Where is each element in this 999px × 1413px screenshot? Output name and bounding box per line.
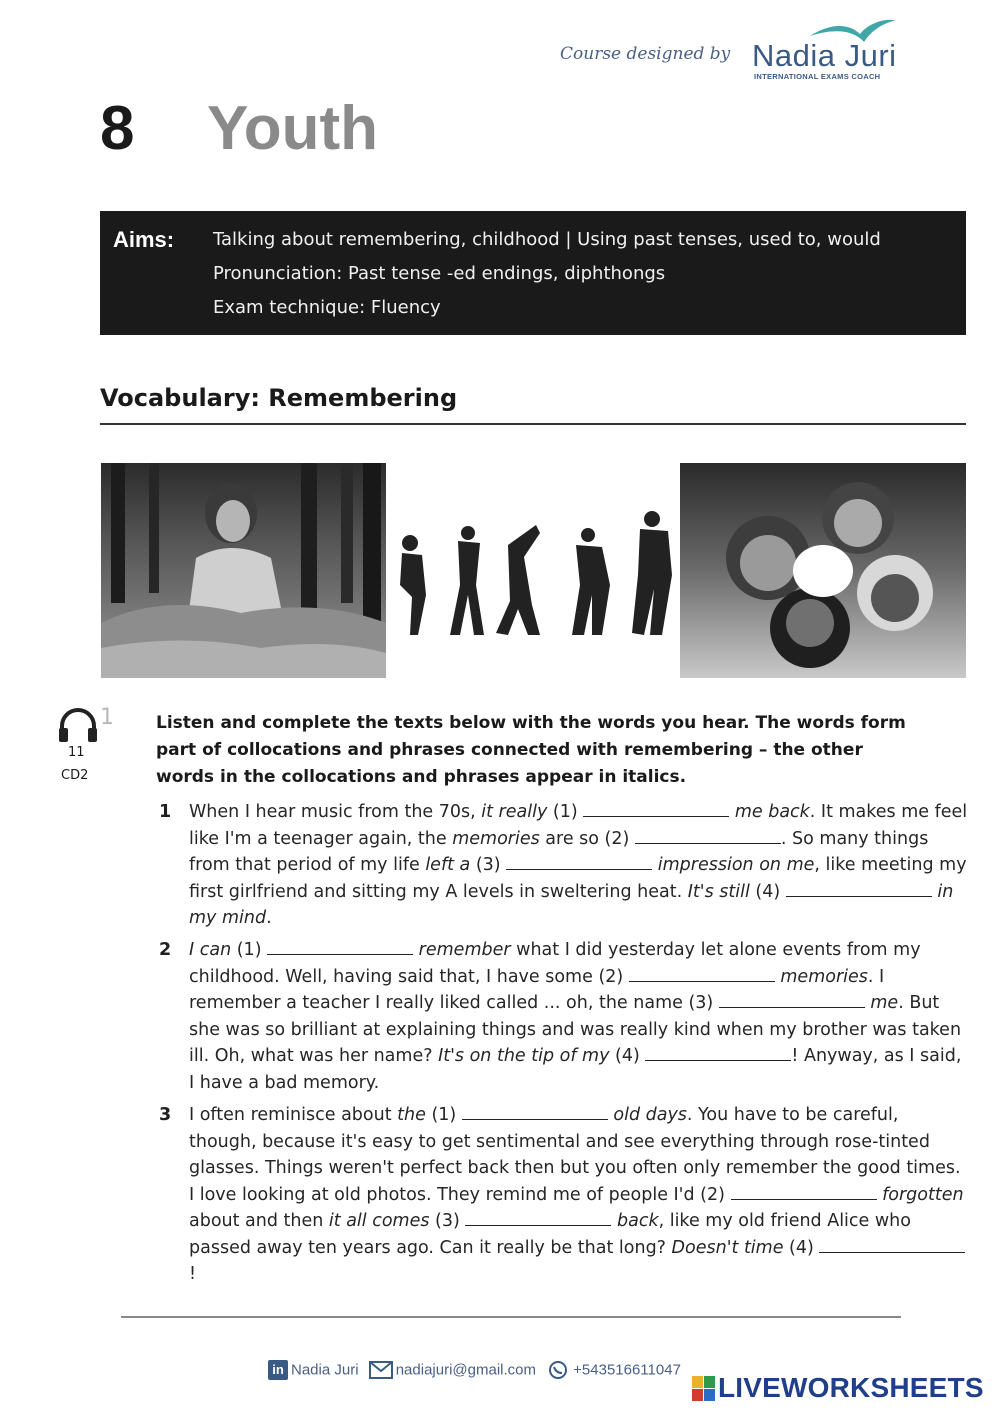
italic-phrase: old days bbox=[613, 1105, 687, 1125]
answer-blank[interactable] bbox=[629, 968, 775, 982]
unit-title: Youth bbox=[207, 94, 379, 163]
italic-phrase: memories bbox=[452, 828, 540, 849]
phone-number[interactable]: +543516611047 bbox=[573, 1361, 681, 1379]
brand-logo bbox=[752, 14, 912, 86]
answer-blank[interactable] bbox=[462, 1106, 608, 1120]
photo-girl-in-forest bbox=[101, 463, 386, 678]
answer-blank[interactable] bbox=[267, 941, 413, 955]
mail-icon bbox=[369, 1361, 393, 1379]
audio-track-number: 11 bbox=[68, 745, 85, 760]
liveworksheets-text: LIVEWORKSHEETS bbox=[718, 1372, 984, 1403]
italic-phrase: It's on the tip of my bbox=[438, 1046, 610, 1066]
aims-box bbox=[100, 211, 966, 335]
italic-phrase: in my mind bbox=[189, 881, 954, 928]
exercise-instructions: Listen and complete the texts below with the words you hear. The words form part of collocations and phrases connected with remembering – the other words in the collocations and phrases appear in italics. bbox=[156, 713, 906, 787]
brand-name: Nadia Juri bbox=[752, 38, 897, 73]
italic-phrase: it really bbox=[481, 802, 548, 822]
answer-blank[interactable] bbox=[731, 1186, 877, 1200]
italic-phrase: impression on me bbox=[657, 855, 815, 875]
italic-phrase: It's still bbox=[687, 881, 750, 902]
item-number: 3 bbox=[159, 1105, 172, 1125]
audio-cd-label: CD2 bbox=[61, 768, 89, 783]
footer-contact bbox=[268, 1360, 681, 1380]
email-address[interactable]: nadiajuri@gmail.com bbox=[395, 1361, 536, 1379]
section-heading: Vocabulary: Remembering bbox=[100, 384, 458, 412]
italic-phrase: Doesn't time bbox=[671, 1237, 784, 1258]
liveworksheets-logo-icon bbox=[692, 1376, 716, 1402]
italic-phrase: me bbox=[870, 993, 899, 1013]
answer-blank[interactable] bbox=[635, 830, 781, 844]
answer-blank[interactable] bbox=[819, 1239, 965, 1253]
photo-friends-circle bbox=[680, 463, 966, 678]
italic-phrase: left a bbox=[425, 855, 471, 875]
italic-phrase: memories bbox=[780, 966, 868, 987]
whatsapp-icon bbox=[546, 1361, 570, 1379]
answer-blank[interactable] bbox=[465, 1212, 611, 1226]
unit-number: 8 bbox=[100, 94, 135, 163]
brand-subtitle: INTERNATIONAL EXAMS COACH bbox=[754, 72, 881, 81]
photo-dancers bbox=[388, 505, 678, 645]
italic-phrase: I can bbox=[189, 940, 232, 960]
answer-blank[interactable] bbox=[786, 883, 932, 897]
answer-blank[interactable] bbox=[719, 994, 865, 1008]
exercise-number: 1 bbox=[100, 705, 114, 730]
section-divider bbox=[100, 423, 966, 425]
item-number: 1 bbox=[159, 802, 172, 822]
italic-phrase: forgotten bbox=[882, 1184, 964, 1205]
linkedin-icon: in bbox=[268, 1360, 288, 1380]
footer-divider bbox=[121, 1316, 901, 1318]
italic-phrase: back bbox=[616, 1211, 659, 1231]
italic-phrase: the bbox=[397, 1105, 426, 1125]
answer-blank[interactable] bbox=[506, 856, 652, 870]
item-number: 2 bbox=[159, 940, 172, 960]
aims-line: Exam technique: Fluency bbox=[213, 297, 441, 318]
italic-phrase: me back bbox=[734, 802, 810, 822]
answer-blank[interactable] bbox=[645, 1047, 791, 1061]
aims-line: Pronunciation: Past tense -ed endings, diphthongs bbox=[213, 263, 666, 284]
aims-line: Talking about remembering, childhood | Using past tenses, used to, would bbox=[213, 229, 881, 250]
linkedin-name[interactable]: Nadia Juri bbox=[291, 1361, 359, 1379]
answer-blank[interactable] bbox=[583, 803, 729, 817]
aims-label: Aims: bbox=[113, 227, 175, 252]
course-designed-by: Course designed by bbox=[560, 44, 731, 64]
item-text: I often reminisce about the (1) old days. You have to be careful, though, because it's easy to get sentimental and see everything through rose-tinted glasses. Things weren't perfect back then but you often only remember the good times. I love looking at old photos. They remind me of people I'd (2) forgotten about and then it all comes (3) back, like my old friend Alice who passed away ten years ago. Can it really be that long? Doesn't time (4) ! bbox=[189, 1105, 964, 1284]
item-text: I can (1) remember what I did yesterday let alone events from my childhood. Well, having said that, I have some (2) memories. I remember a teacher I really liked called ... oh, the name (3) me. But she was so brilliant at explaining things and was really kind when my brother was taken ill. Oh, what was her name? It's on the tip of my (4) ! Anyway, as I said, I have a bad memory. bbox=[189, 940, 962, 1093]
italic-phrase: it all comes bbox=[328, 1211, 430, 1231]
item-text: When I hear music from the 70s, it really (1) me back. It makes me feel like I'm a teenager again, the memories are so (2) . So many things from that period of my life left a (3) impression on me, like meeting my first girlfriend and sitting my A levels in sweltering heat. It's still (4) in my mind. bbox=[189, 802, 968, 928]
headphones-icon bbox=[58, 706, 98, 744]
italic-phrase: remember bbox=[418, 940, 511, 960]
